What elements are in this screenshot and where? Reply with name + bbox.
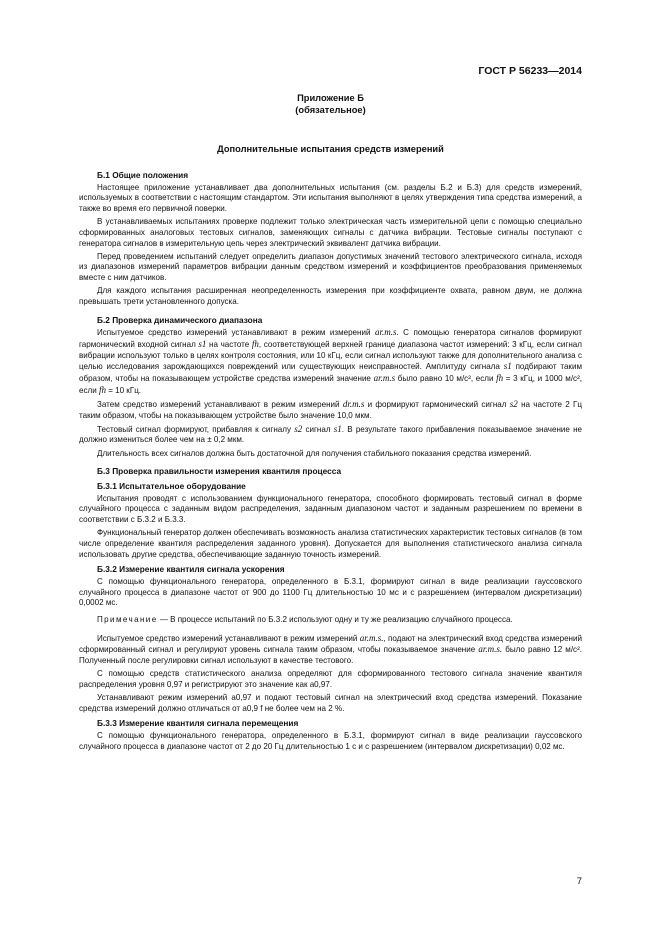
paragraph: Длительность всех сигналов должна быть достаточной для получения стабильного показания средства измерений. xyxy=(97,448,532,458)
symbol-s1: s1 xyxy=(198,339,207,350)
symbol-s2: s2 xyxy=(509,398,518,409)
paragraph: Затем средство измерений устанавливают в режим измерений dr.m.s и формируют гармонический сигнал s2 на частоте 2 Гц таким образом, чтобы на показывающем устройстве было значение 10,0 мкм. xyxy=(79,398,582,420)
appendix-title: Приложение Б xyxy=(297,93,364,103)
symbol-a-rms: ar.m.s. xyxy=(478,644,503,655)
paragraph: Испытуемое средство измерений устанавливают в режим измерений ar.m.s., подают на электрический вход средства измерений сформированный сигнал и регулируют уровень сигнала таким образом, чтобы показываемое значение ar.m.s. было равно 12 м/с². Полученный после регулировки сигнал используют в качестве тестового. xyxy=(79,632,582,666)
symbol-s2: s2 xyxy=(294,423,303,434)
note: Примечание — В процессе испытаний по Б.3.2 используют одну и ту же реализацию случайного процесса. xyxy=(97,615,513,625)
section-b3-heading: Б.3 Проверка правильности измерения квантиля процесса xyxy=(97,466,342,477)
paragraph: В устанавливаемых испытаниях проверке подлежит только электрическая часть измерительной цепи с помощью специально сформированных аналоговых тестовых сигналов, заменяющих сигналы с датчика вибрации. Тестовые сигналы поступают с генератора сигналов в измерительную цепь через электрический эквивалент датчика вибрации. xyxy=(79,217,582,248)
symbol-fh: fh xyxy=(496,373,504,384)
section-b33-heading: Б.3.3 Измерение квантиля сигнала перемещения xyxy=(97,718,299,729)
paragraph: Устанавливают режим измерений a0,97 и подают тестовый сигнал на электрический вход средства измерений. Показание средства измерений должно отличаться от a0,9 f не более чем на 2 %. xyxy=(79,693,583,713)
paragraph: С помощью функционального генератора, определенного в Б.3.1, формируют сигнал в виде реализации гауссовского случайного процесса в диапазоне частот от 2 до 20 Гц длительностью 1 с и с разрешением (интервалом дискретизации) 0,02 мс. xyxy=(79,731,582,751)
paragraph: Тестовый сигнал формируют, прибавляя к сигналу s2 сигнал s1. В результате такого прибавления показываемое значение не должно измениться более чем на ± 0,2 мкм. xyxy=(79,423,582,445)
section-b1-heading: Б.1 Общие положения xyxy=(97,170,189,180)
paragraph: Испытуемое средство измерений устанавливают в режим измерений ar.m.s. С помощью генератора сигналов формируют гармонический входной сигнал s1 на частоте fh, соответствующей верхней границе диапазона частот измерений: 3 кГц, если сигнал вибрации используют только в целях контроля состояния, или 10 кГц, если сигнал используют также для дополнительного анализа с целью исследования зарождающихся повреждений или существующих неисправностей. Амплитуду сигнала s1 подбирают таким образом, чтобы на показывающем устройстве средства измерений значение ar.m.s было равно 10 м/с², если fh = 3 кГц, и 1000 м/с², если fh = 10 кГц. xyxy=(79,327,582,395)
paragraph: Для каждого испытания расширенная неопределенность измерения при коэффициенте охвата, равном двум, не должна превышать трети установленного допуска. xyxy=(79,286,582,306)
symbol-fh: fh xyxy=(251,339,259,350)
paragraph: С помощью средств статистического анализа определяют для сформированного тестового сигнала значение квантиля распределения уровня 0,97 и регистрируют это значение как a0,97. xyxy=(79,669,582,689)
symbol-d-rms: dr.m.s xyxy=(342,398,365,409)
symbol-a-rms: ar.m.s xyxy=(374,327,397,338)
paragraph: Функциональный генератор должен обеспечивать возможность анализа статистических характеристик тестовых сигналов (в том числе определение квантиля распределения заданного уровня). Допускается для выполнения статистического анализа сигнала использовать другие средства, обеспечивающие заданную точность измерений. xyxy=(79,528,582,559)
paragraph: Перед проведением испытаний следует определить диапазон допустимых значений тестового электрического сигнала, исходя из диапазонов измерений параметров вибрации данным средством измерений и коэффициентов преобразования применяемых вместе с ним датчиков. xyxy=(79,251,582,283)
main-title: Дополнительные испытания средств измерений xyxy=(217,144,444,154)
section-b32-heading: Б.3.2 Измерение квантиля сигнала ускорения xyxy=(97,564,285,575)
section-b31-heading: Б.3.1 Испытательное оборудование xyxy=(97,480,246,491)
symbol-a097: a0,97 xyxy=(231,693,252,703)
symbol-fh: fh xyxy=(98,384,106,395)
symbol-a-rms: ar.m.s xyxy=(373,373,396,384)
paragraph: Настоящее приложение устанавливает два дополнительных испытания (см. разделы Б.2 и Б.3) для средств измерений, используемых в соответствии с настоящим стандартом. Эти испытания выполняют в целях утверждения типа средства измерений, а также во время его первичной поверки. xyxy=(79,182,582,214)
symbol-a097f: a0,9 f xyxy=(242,703,263,713)
symbol-s1: s1 xyxy=(503,361,512,372)
document-code: ГОСТ Р 56233—2014 xyxy=(478,65,582,77)
note-label: Примечание xyxy=(97,615,158,625)
paragraph: С помощью функционального генератора, определенного в Б.3.1, формируют сигнал в виде реализации гауссовского случайного процесса в диапазоне частот от 900 до 1100 Гц длительностью 10 мс и с разрешением (интервалом дискретизации) 0,0002 мс. xyxy=(79,576,582,608)
page-number: 7 xyxy=(576,876,582,887)
symbol-a-rms: ar.m.s. xyxy=(359,632,384,643)
paragraph: Испытания проводят с использованием функционального генератора, способного формировать тестовый сигнал в форме случайного процесса с заданным видом распределения, заданным диапазоном частот и заданным разрешением по времени в соответствии с Б.3.2 и Б.3.3. xyxy=(79,493,582,525)
section-b2-heading: Б.2 Проверка динамического диапазона xyxy=(97,314,263,325)
document-body xyxy=(79,166,582,755)
appendix-status: (обязательное) xyxy=(295,105,366,115)
symbol-s1: s1 xyxy=(333,423,342,434)
symbol-a097: a0,97 xyxy=(309,679,330,689)
